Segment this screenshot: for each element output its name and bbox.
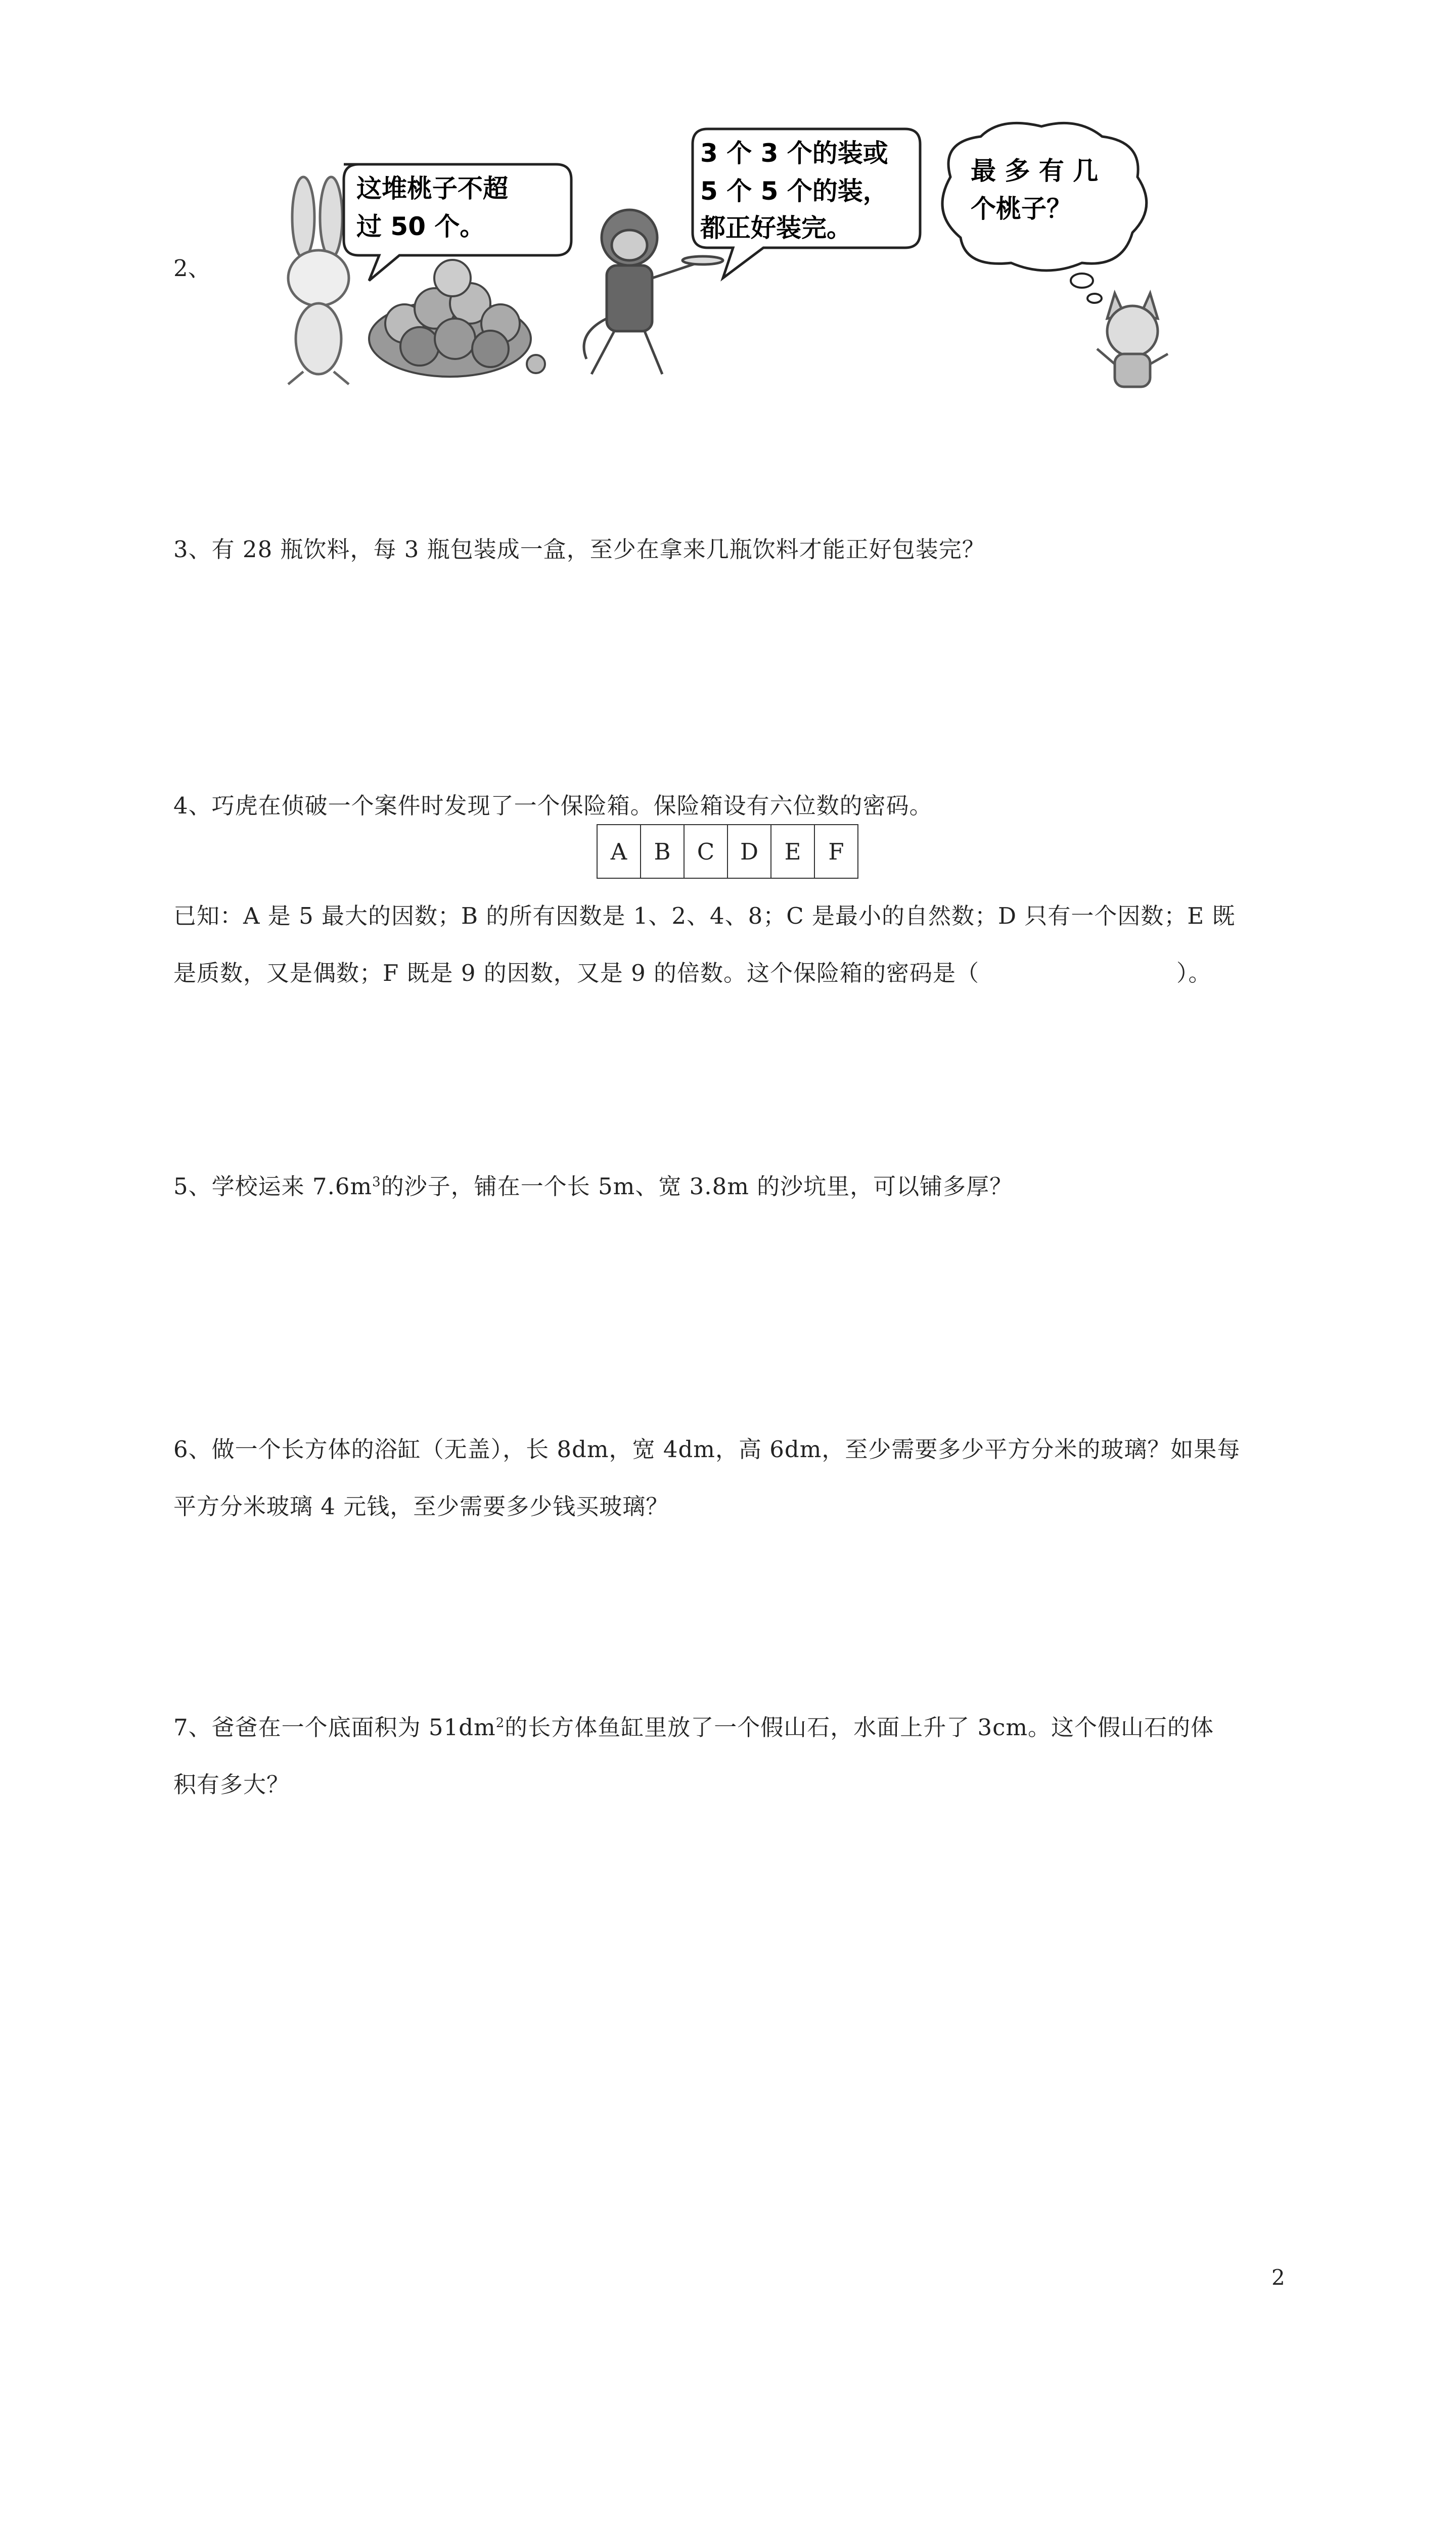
question-2-number: 2、	[173, 255, 211, 282]
question-5-part-1: 5、学校运来 7.6m	[173, 1173, 373, 1200]
question-7-line-2: 积有多大？	[173, 1771, 290, 1798]
question-6-line-1: 6、做一个长方体的浴缸（无盖），长 8dm，宽 4dm，高 6dm，至少需要多少平方分米的玻璃？如果每	[173, 1436, 1241, 1463]
monkey-bubble-line-2: 5 个 5 个的装，	[700, 176, 888, 206]
cat-icon	[1097, 293, 1168, 387]
question-6-line-2: 平方分米玻璃 4 元钱，至少需要多少钱买玻璃？	[173, 1493, 669, 1520]
password-cell-f: F	[814, 825, 858, 878]
password-cell-c: C	[684, 825, 727, 878]
question-4-clue-line-1: 已知：A 是 5 最大的因数；B 的所有因数是 1、2、4、8；C 是最小的自然数；D 只有一个因数；E 既	[173, 902, 1236, 929]
question-3-text: 3、有 28 瓶饮料，每 3 瓶包装成一盒，至少在拿来几瓶饮料才能正好包装完？	[173, 536, 985, 563]
question-3	[173, 521, 1306, 578]
cat-thought-bubble	[942, 123, 1147, 303]
question-5-part-2: 的沙子，铺在一个长 5m、宽 3.8m 的沙坑里，可以铺多厚？	[381, 1173, 1013, 1200]
password-cell-e: E	[771, 825, 814, 878]
question-7-part-2: 的长方体鱼缸里放了一个假山石，水面上升了 3cm。这个假山石的体	[505, 1714, 1214, 1741]
question-4-intro-text: 4、巧虎在侦破一个案件时发现了一个保险箱。保险箱设有六位数的密码。	[173, 792, 933, 819]
question-4-clue-line-2-end: ）。	[1176, 960, 1212, 986]
question-6	[173, 1421, 1306, 1535]
safe-password-table	[597, 824, 858, 879]
question-4-clues	[173, 887, 1306, 1002]
peach-problem-illustration	[253, 116, 1203, 399]
rabbit-bubble-line-1: 这堆桃子不超	[356, 174, 508, 203]
question-7-part-1: 7、爸爸在一个底面积为 51dm	[173, 1714, 496, 1741]
monkey-speech-bubble	[693, 129, 920, 278]
question-7	[173, 1699, 1306, 1813]
password-cell-b: B	[641, 825, 684, 878]
monkey-bubble-line-1: 3 个 3 个的装或	[700, 139, 888, 168]
monkey-bubble-line-3: 都正好装完。	[700, 213, 852, 243]
question-7-line-1	[173, 1699, 1306, 1756]
page-number: 2	[1271, 2265, 1285, 2290]
question-4-clue-line-2	[173, 944, 1306, 1002]
question-4-clue-line-2-text: 是质数，又是偶数；F 既是 9 的因数，又是 9 的倍数。这个保险箱的密码是（	[173, 960, 980, 986]
peach-pile-icon	[369, 260, 545, 377]
rabbit-bubble-line-2: 过 50 个。	[356, 212, 485, 241]
question-5-superscript: 3	[372, 1175, 381, 1190]
question-7-superscript: 2	[495, 1716, 505, 1731]
password-cell-d: D	[727, 825, 771, 878]
question-5	[173, 1158, 1306, 1215]
password-cell-a: A	[597, 825, 641, 878]
rabbit-icon	[288, 177, 349, 384]
cat-bubble-line-1: 最 多 有 几	[971, 156, 1099, 186]
cat-bubble-line-2: 个桃子？	[971, 194, 1072, 223]
question-5-text	[173, 1158, 1306, 1215]
